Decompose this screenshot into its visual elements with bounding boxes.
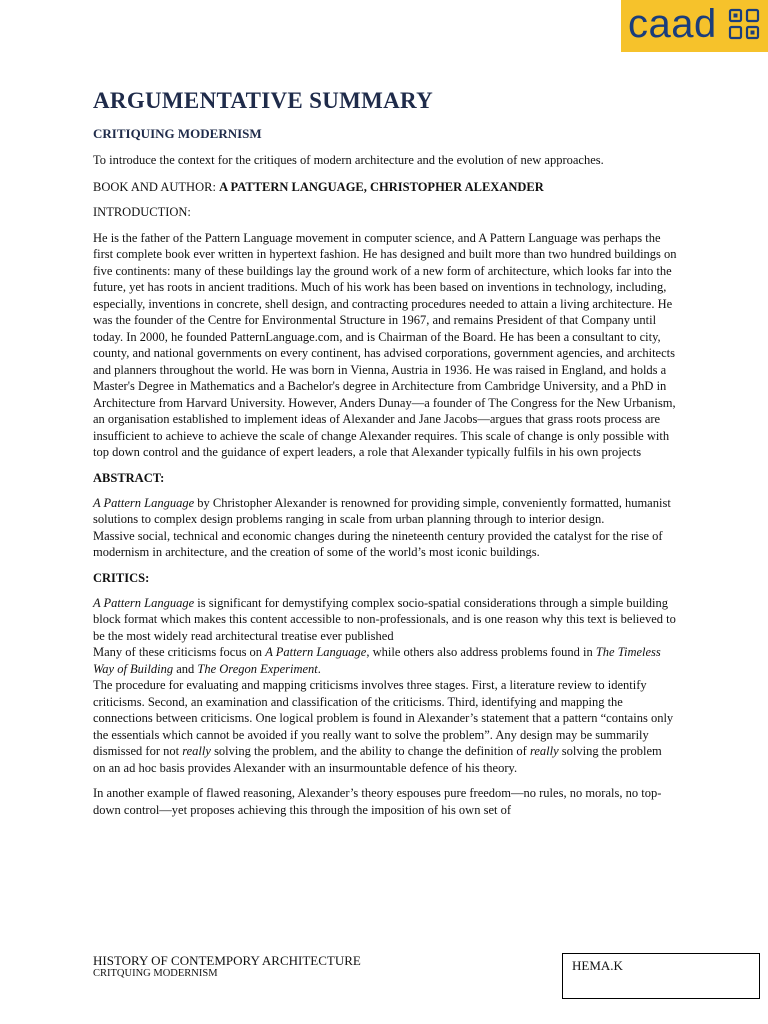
abstract-book-title: A Pattern Language (93, 495, 195, 510)
critics-italic-2a: A Pattern Language (265, 645, 367, 659)
context-line: To introduce the context for the critiques of modern architecture and the evolution of new approaches. (93, 153, 604, 167)
critics-paragraph-3 (93, 677, 677, 776)
critics-text-2a: Many of these criticisms focus on (93, 645, 266, 659)
footer-author-name: HEMA.K (572, 958, 623, 973)
critics-paragraph-2 (93, 644, 677, 677)
abstract-paragraph-1 (93, 495, 677, 528)
critics-italic-2c: The Oregon Experiment (197, 661, 318, 676)
critics-paragraph-4: In another example of flawed reasoning, Alexander’s theory espouses pure freedom—no rules, no morals, no top-down control—yet proposes achieving this through the imposition of his own set of (93, 786, 662, 817)
critics-paragraph-1 (93, 595, 677, 645)
logo-wordmark: caad (628, 2, 717, 46)
abstract-paragraph-2: Massive social, technical and economic changes during the nineteenth century provided the catalyst for the rise of modernism in architecture, and the creation of some of the world’s most iconic buildings. (93, 528, 663, 559)
page-subtitle: CRITIQUING MODERNISM (93, 126, 262, 141)
document-body (93, 86, 677, 818)
introduction-heading: INTRODUCTION: (93, 205, 191, 219)
critics-heading: CRITICS: (93, 570, 150, 585)
footer-author-box (562, 953, 760, 999)
abstract-text-1: by Christopher Alexander is renowned for providing simple, conveniently formatted, humanist solutions to complex design problems ranging in scale from urban planning through to interior design. (93, 495, 671, 526)
critics-italic-3b: really (529, 744, 559, 758)
critics-italic-3a: really (182, 744, 211, 758)
grid-squares-icon (728, 8, 760, 40)
abstract-heading: ABSTRACT: (93, 470, 165, 485)
caad-logo (621, 0, 768, 52)
footer-course-subtitle: CRITQUING MODERNISM (93, 968, 218, 979)
critics-text-2d: . (317, 661, 321, 676)
introduction-paragraph: He is the father of the Pattern Language movement in computer science, and A Pattern Language was perhaps the first complete book ever written in hypertext fashion. He has designed and built more than two hundred buildings on five continents: many of these buildings lay the ground work of a new form of architecture, which looks far into the future, yet has roots in ancient traditions. Much of his work has been based on inventions in technology, including, especially, inventions in concrete, shell design, and contracting procedures needed to attain a living architecture. He was the founder of the Centre for Environmental Structure in 1967, and remains President of that Company until today. In 2000, he founded PatternLanguage.com, and is Chairman of the Board. He has been a consultant to city, county, and national governments on every continent, has advised corporations, government agencies, and architects and planners throughout the world. He was born in Vienna, Austria in 1936. He was raised in England, and holds a Master's Degree in Mathematics and a Bachelor's degree in Architecture from Cambridge University, and a PhD in Architecture from Harvard University. However, Anders Dunay—a founder of The Congress for the New Urbanism, an organisation established to implement ideas of Alexander and Jane Jacobs—argues that grass roots process are insufficient to achieve to achieve the scale of change Alexander requires. This scale of change is only possible with top down control and the guidance of expert leaders, a role that Alexander typically fulfils in his own projects (93, 230, 677, 459)
critics-text-3a: The procedure for evaluating and mapping criticisms involves three stages. First, a literature review to identify criticisms. Second, an examination and classification of the criticisms. Third, identifying and mapping the connections between criticisms. One logical problem is found in Alexander’s statement that a pattern “contains only the essentials which cannot be avoided if you really want to solve the problem”. Any design may be summarily dismissed for not (93, 678, 674, 758)
page-title: ARGUMENTATIVE SUMMARY (93, 88, 434, 113)
critics-text-1: is significant for demystifying complex socio-spatial considerations through a simple building block format which makes this content accessible to non-professionals, and is one reason why this text is believed to be the most widely read architectural treatise ever published (93, 595, 676, 643)
critics-text-2c: and (173, 661, 198, 676)
critics-book-title: A Pattern Language (93, 595, 195, 610)
critics-italic-2b: The Timeless Way of Building (93, 645, 661, 676)
book-author-line (93, 179, 677, 196)
critics-text-2b: , while others also address problems found in (366, 645, 596, 659)
book-value: A PATTERN LANGUAGE, CHRISTOPHER ALEXANDER (219, 179, 544, 194)
book-label: BOOK AND AUTHOR: (93, 179, 220, 194)
critics-text-3c: solving the problem on an ad hoc basis provides Alexander with an insurmountable defence of his theory. (93, 744, 662, 775)
footer-course-info (93, 953, 513, 980)
critics-text-3b: solving the problem, and the ability to change the definition of (210, 744, 530, 758)
footer-course-title: HISTORY OF CONTEMPORY ARCHITECTURE (93, 953, 361, 968)
